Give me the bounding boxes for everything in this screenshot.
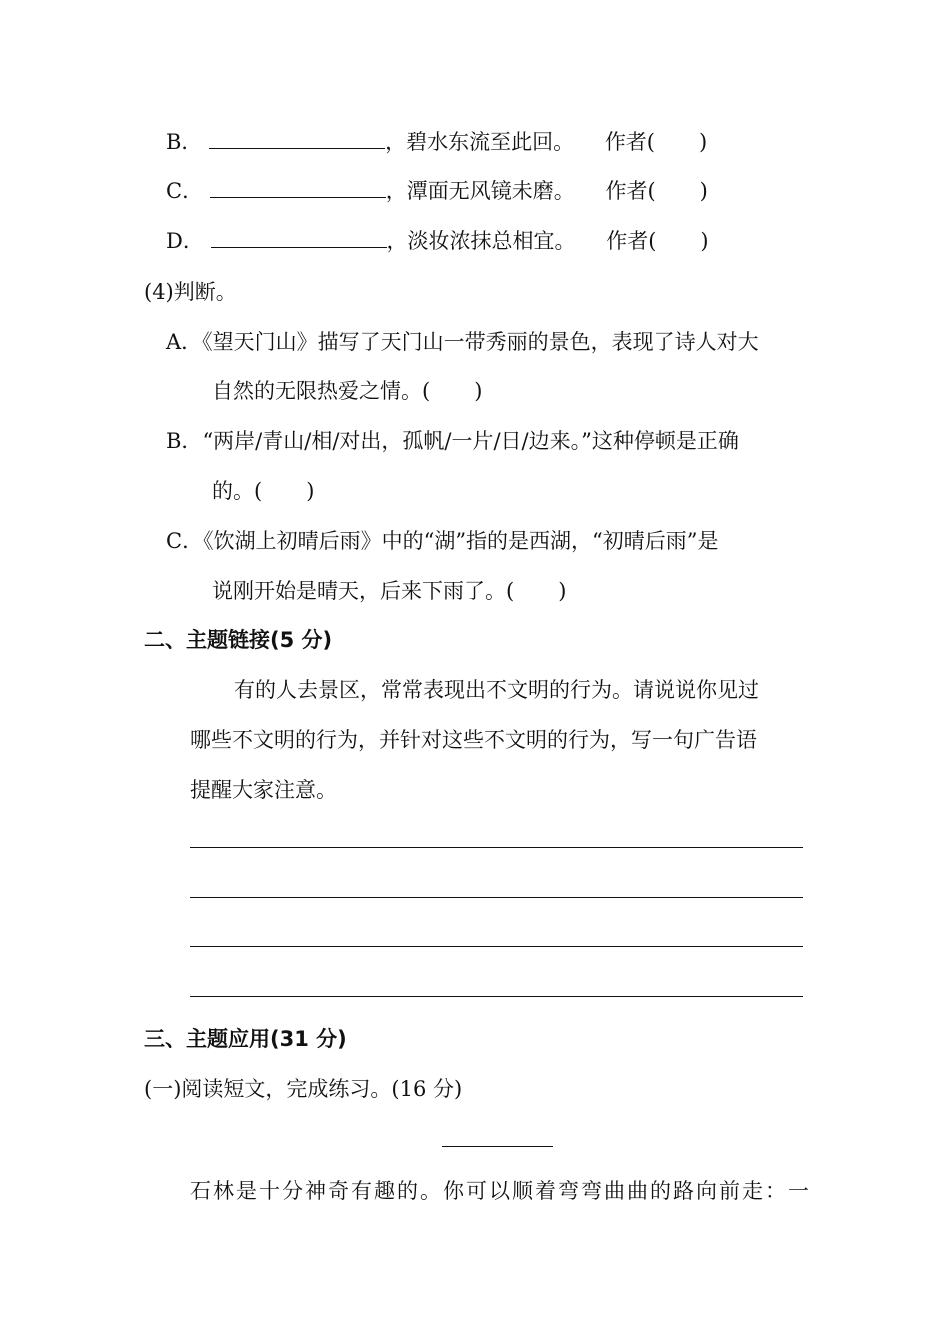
poem-line: ，淡妆浓抹总相宜。 (386, 229, 576, 253)
judge-label: (4)判断。 (144, 280, 237, 304)
judge-text-line1: 《望天门山》描写了天门山一带秀丽的景色，表现了诗人对大 (202, 330, 759, 354)
passage-title-blank[interactable] (442, 1146, 553, 1147)
judge-item-c (166, 527, 719, 555)
answer-blank[interactable] (210, 177, 386, 198)
item-letter: A． (166, 330, 203, 354)
judge-text-line2: 说刚开始是晴天，后来下雨了。( (212, 579, 515, 603)
answer-line-4[interactable] (190, 996, 803, 997)
item-letter: C． (166, 529, 204, 553)
item-letter: C． (166, 179, 204, 203)
judge-text-line2: 的。( (212, 479, 263, 503)
answer-line-1[interactable] (190, 847, 803, 848)
poem-line: ，碧水东流至此回。 (385, 130, 575, 154)
section2-prompt-line1: 有的人去景区，常常表现出不文明的行为。请说说你见过 (234, 678, 759, 702)
section3-title: 三、主题应用(31 分) (144, 1027, 347, 1051)
section2-title: 二、主题链接(5 分) (144, 628, 333, 652)
judge-text-line1: 《饮湖上初晴后雨》中的“湖”指的是西湖，“初晴后雨”是 (203, 529, 719, 553)
judge-text-line2: 自然的无限热爱之情。( (212, 379, 431, 403)
close-paren: ) (699, 179, 708, 203)
judge-item-b-cont (212, 477, 314, 505)
item-letter: B． (166, 130, 203, 154)
item-letter: D． (166, 229, 204, 253)
poem-line: ，潭面无风镜未磨。 (385, 179, 575, 203)
answer-blank[interactable] (211, 227, 387, 248)
judge-item-a (166, 328, 759, 356)
poem-fill-item-b (166, 128, 707, 156)
judge-item-b (166, 427, 739, 455)
judge-item-c-cont (212, 577, 566, 605)
author-label: 作者( (606, 229, 657, 253)
close-paren: ) (306, 479, 315, 503)
section2-prompt-line2: 哪些不文明的行为，并针对这些不文明的行为，写一句广告语 (190, 728, 757, 752)
answer-line-3[interactable] (190, 946, 803, 947)
answer-line-2[interactable] (190, 897, 803, 898)
poem-fill-item-c (166, 177, 708, 205)
close-paren: ) (700, 229, 709, 253)
close-paren: ) (558, 579, 567, 603)
answer-blank[interactable] (209, 128, 385, 149)
item-letter: B． (166, 429, 203, 453)
judge-item-a-cont (212, 377, 482, 405)
section3-subsection: (一)阅读短文，完成练习。(16 分) (144, 1077, 463, 1101)
author-label: 作者( (605, 179, 656, 203)
author-label: 作者( (604, 130, 656, 154)
section2-prompt-line3: 提醒大家注意。 (190, 778, 337, 802)
close-paren: ) (699, 130, 708, 154)
poem-fill-item-d (166, 227, 709, 255)
close-paren: ) (474, 379, 483, 403)
passage-line: 石林是十分神奇有趣的。你可以顺着弯弯曲曲的路向前走：一 (190, 1179, 811, 1203)
judge-text-line1: “两岸/青山/相/对出，孤帆/一片/日/边来。”这种停顿是正确 (202, 429, 739, 453)
